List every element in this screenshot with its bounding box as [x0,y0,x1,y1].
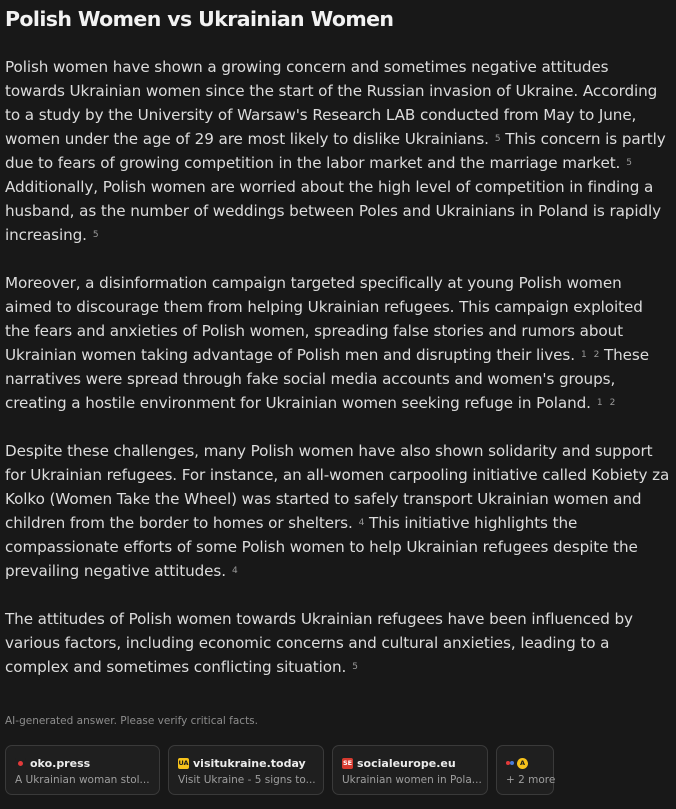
citation-marker[interactable]: 1 [580,350,587,360]
citation-marker[interactable]: 5 [626,158,632,168]
answer-text: Moreover, a disinformation campaign targeted specifically at young Polish women aimed to discourage them from helping Ukrainian refugees. This campaign exploited the fears and anxieties of Polish women, spreading false stories and rumors about Ukrainian women taking advantage of Polish men and disrupting their lives. [5,274,643,364]
citation-marker[interactable]: 5 [352,662,358,672]
ua-icon: UA [178,758,189,767]
citation-marker[interactable]: 4 [231,566,238,576]
citation-marker[interactable]: 4 [358,518,365,528]
se-icon: SE [342,758,353,767]
source-domain: socialeurope.eu [357,756,456,770]
source-cards [5,745,554,795]
citation-marker[interactable]: 2 [609,398,616,408]
more-sources-icons [506,755,544,771]
answer-title: Polish Women vs Ukrainian Women [5,7,394,31]
source-domain: oko.press [30,756,91,770]
source-snippet: Ukrainian women in Pola... [342,774,482,786]
answer-text: This initiative highlights the compassionate efforts of some Polish women to help Ukrainian refugees despite the prevailing negative attitudes. [5,514,638,580]
source-card-visitukraine[interactable] [168,745,324,795]
citation-marker[interactable]: 1 [596,398,603,408]
source-icon: A [517,758,528,769]
oko-icon [15,758,26,769]
answer-text: Polish women have shown a growing concern and sometimes negative attitudes towards Ukrainian women since the start of the Russian invasion of Ukraine. According to a study by the University of Warsaw's Research LAB conducted from May to June, women under the age of 29 are most likely to dislike Ukrainians. [5,58,658,148]
answer-body [5,55,671,679]
answer-text: Additionally, Polish women are worried about the high level of competition in finding a husband, as the number of weddings between Poles and Ukrainians in Poland is rapidly increasing. [5,178,662,244]
source-card-socialeurope[interactable] [332,745,488,795]
answer-text: This concern is partly due to fears of growing competition in the labor market and the marriage market. [5,130,666,172]
source-card-oko-press[interactable] [5,745,160,795]
citation-marker[interactable]: 5 [494,134,501,144]
answer-paragraph [5,55,671,247]
source-snippet: Visit Ukraine - 5 signs to... [178,774,316,786]
citation-marker[interactable]: 5 [92,230,99,240]
answer-panel [5,0,671,703]
more-sources-button[interactable] [496,745,554,795]
answer-paragraph [5,607,671,679]
ai-disclaimer: AI-generated answer. Please verify critical facts. [5,715,258,727]
citation-marker[interactable]: 2 [593,350,600,360]
answer-paragraph [5,271,671,415]
source-snippet: A Ukrainian woman stol... [15,774,150,786]
answer-text: Despite these challenges, many Polish women have also shown solidarity and support for Ukrainian refugees. For instance, an all-women carpooling initiative called Kobiety za Kolko (Women Take the Wheel) was started to safely transport Ukrainian women and children from the border to homes or shelters. [5,442,670,532]
source-domain: visitukraine.today [193,756,306,770]
answer-text: The attitudes of Polish women towards Ukrainian refugees have been influenced by various factors, including economic concerns and cultural anxieties, leading to a complex and sometimes conflicting situation. [5,610,633,676]
answer-paragraph [5,439,671,583]
more-sources-label: + 2 more [506,774,556,786]
dots-icon [506,761,515,765]
answer-text: These narratives were spread through fake social media accounts and women's groups, creating a hostile environment for Ukrainian women seeking refuge in Poland. [5,346,649,412]
